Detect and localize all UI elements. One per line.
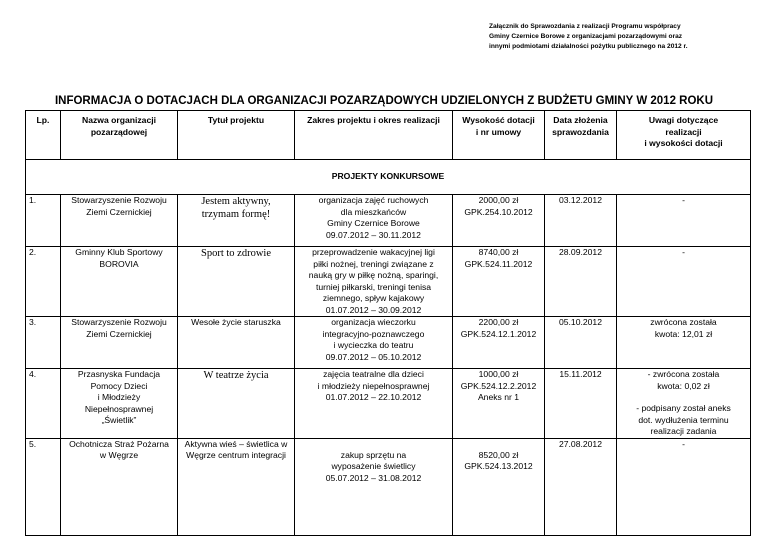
cell-line: wyposażenie świetlicy [331,461,416,471]
cell-line: i Młodzieży [97,392,141,402]
cell-line: BOROVIA [99,258,139,269]
header-note-line: innymi podmiotami działalności pożytku publicznego na 2012 r. [489,43,688,50]
cell-line: dla mieszkańców [340,206,407,217]
header-text: Data złożenia [553,115,608,125]
cell-line: GPK.524.13.2012 [464,461,533,471]
cell-line: - podpisany został aneks [636,403,731,413]
spacer [297,439,450,450]
cell-notes [617,195,751,247]
cell-date: 03.12.2012 [545,195,617,247]
cell-date: 15.11.2012 [545,369,617,439]
cell-line: Niepełnosprawnej [84,403,154,414]
cell-line: zwrócona została [650,317,717,327]
cell-amount [453,195,545,247]
header-lp: Lp. [26,111,61,160]
cell-line: Sport to zdrowie [201,248,271,259]
cell-line: organizacja wieczorku [331,317,416,327]
cell-line: przeprowadzenie wakacyjnej ligi [312,247,435,257]
cell-lp: 3. [26,317,61,369]
cell-line: 8520,00 zł [478,449,519,460]
grants-table [25,110,751,536]
cell-lp: 1. [26,195,61,247]
cell-line: Stowarzyszenie Rozwoju [71,317,167,327]
cell-line: Aneks nr 1 [477,392,520,402]
cell-line: piłki nożnej, treningi związane z [313,258,434,269]
header-text: sprawozdania [552,126,609,137]
cell-name [61,317,178,369]
cell-amount [453,438,545,535]
cell-line: - [682,438,685,449]
header-text: realizacji [665,126,702,137]
spacer [455,439,542,450]
cell-line: 2000,00 zł [478,195,519,205]
table-row [26,247,751,317]
cell-line: W teatrze życia [203,370,269,381]
table-row [26,195,751,247]
cell-line: Ochotnicza Straż Pożarna [69,438,169,449]
cell-line: 8740,00 zł [478,247,519,257]
cell-line: Ziemi Czernickiej [86,328,152,339]
cell-date: 28.09.2012 [545,247,617,317]
cell-line: trzymam formę! [201,209,271,220]
cell-name [61,369,178,439]
table-header-row [26,111,751,160]
cell-line: Jestem aktywny, [201,196,271,207]
cell-name [61,195,178,247]
cell-notes [617,369,751,439]
cell-line: integracyjno-poznawczego [322,328,425,339]
table-row [26,317,751,369]
cell-line: - zwrócona została [647,369,720,379]
cell-line: 1000,00 zł [478,369,519,379]
cell-line: Gminny Klub Sportowy [75,247,163,257]
cell-line: Gminy Czernice Borowe [327,218,420,228]
header-text: i wysokości dotacji [644,138,723,148]
cell-name [61,438,178,535]
cell-line: kwota: 0,02 zł [657,380,710,391]
cell-line: Węgrze centrum integracji [186,450,286,460]
header-scope: Zakres projektu i okres realizacji [295,111,453,160]
cell-scope [295,195,453,247]
cell-line: 05.07.2012 – 31.08.2012 [325,472,422,483]
cell-date: 27.08.2012 [545,438,617,535]
cell-line: 01.07.2012 – 30.09.2012 [325,304,422,315]
cell-line: Pomocy Dzieci [90,380,148,391]
cell-line: ziemnego, spływ kajakowy [322,293,425,303]
cell-line: w Węgrze [99,450,139,460]
header-text: Nazwa organizacji [81,115,157,125]
cell-line: GPK.524.12.2.2012 [460,380,537,391]
cell-scope [295,247,453,317]
cell-line: 09.07.2012 – 30.11.2012 [326,229,421,240]
header-text: Wysokość dotacji [462,115,535,125]
cell-line: - [682,195,685,205]
cell-name [61,247,178,317]
cell-line: Przasnyska Fundacja [77,369,161,379]
cell-line: zajęcia teatralne dla dzieci [323,369,424,379]
cell-notes [617,247,751,317]
cell-date: 05.10.2012 [545,317,617,369]
table-row [26,369,751,439]
cell-scope [295,317,453,369]
cell-scope [295,438,453,535]
cell-line: 2200,00 zł [478,317,519,327]
cell-project [178,317,295,369]
cell-line: i młodzieży niepełnosprawnej [317,380,430,391]
header-project: Tytuł projektu [178,111,295,160]
cell-amount [453,317,545,369]
cell-notes [617,317,751,369]
cell-scope [295,369,453,439]
cell-line: realizacji zadania [650,426,717,436]
spacer [619,392,748,403]
header-amount [453,111,545,160]
cell-notes [617,438,751,535]
header-text: pozarządowej [90,126,148,137]
cell-line: 09.07.2012 – 05.10.2012 [325,351,422,362]
cell-line: „Świetlik” [101,415,137,425]
cell-line: 01.07.2012 – 22.10.2012 [325,392,422,402]
header-name [61,111,178,160]
section-row [26,160,751,195]
cell-lp: 4. [26,369,61,439]
cell-line: dot. wydłużenia terminu [638,414,729,425]
header-note [489,22,759,52]
cell-line: - [682,247,685,257]
header-note-line: Załącznik do Sprawozdania z realizacji Programu współpracy [489,23,681,30]
cell-line: Stowarzyszenie Rozwoju [71,195,167,205]
header-note-line: Gminy Czernice Borowe z organizacjami pozarządowymi oraz [489,33,683,40]
cell-amount [453,369,545,439]
cell-project [178,369,295,439]
cell-lp: 5. [26,438,61,535]
cell-project [178,438,295,535]
section-title: PROJEKTY KONKURSOWE [26,160,751,195]
cell-line: GPK.524.11.2012 [464,258,533,269]
page-title: INFORMACJA O DOTACJACH DLA ORGANIZACJI POZARZĄDOWYCH UDZIELONYCH Z BUDŻETU GMINY W 2012 ROKU [54,95,714,107]
cell-line: turniej piłkarski, treningi tenisa [315,281,432,292]
cell-line: Wesołe życie staruszka [191,317,281,327]
cell-project [178,247,295,317]
cell-line: zakup sprzętu na [340,449,407,460]
cell-line: Aktywna wieś – świetlica w [184,438,288,449]
cell-line: Ziemi Czernickiej [86,206,152,217]
cell-line: organizacja zajęć ruchowych [318,195,429,205]
cell-line: GPK.254.10.2012 [464,206,533,217]
header-notes [617,111,751,160]
header-text: i nr umowy [475,126,522,137]
cell-line: kwota: 12,01 zł [654,328,713,339]
cell-lp: 2. [26,247,61,317]
header-date [545,111,617,160]
cell-line: nauką gry w piłkę nożną, sparingi, [308,270,439,280]
header-text: Uwagi dotyczące [648,115,719,125]
cell-project [178,195,295,247]
table-row [26,438,751,535]
cell-line: i wycieczka do teatru [333,340,414,350]
cell-line: GPK.524.12.1.2012 [460,328,537,339]
cell-amount [453,247,545,317]
